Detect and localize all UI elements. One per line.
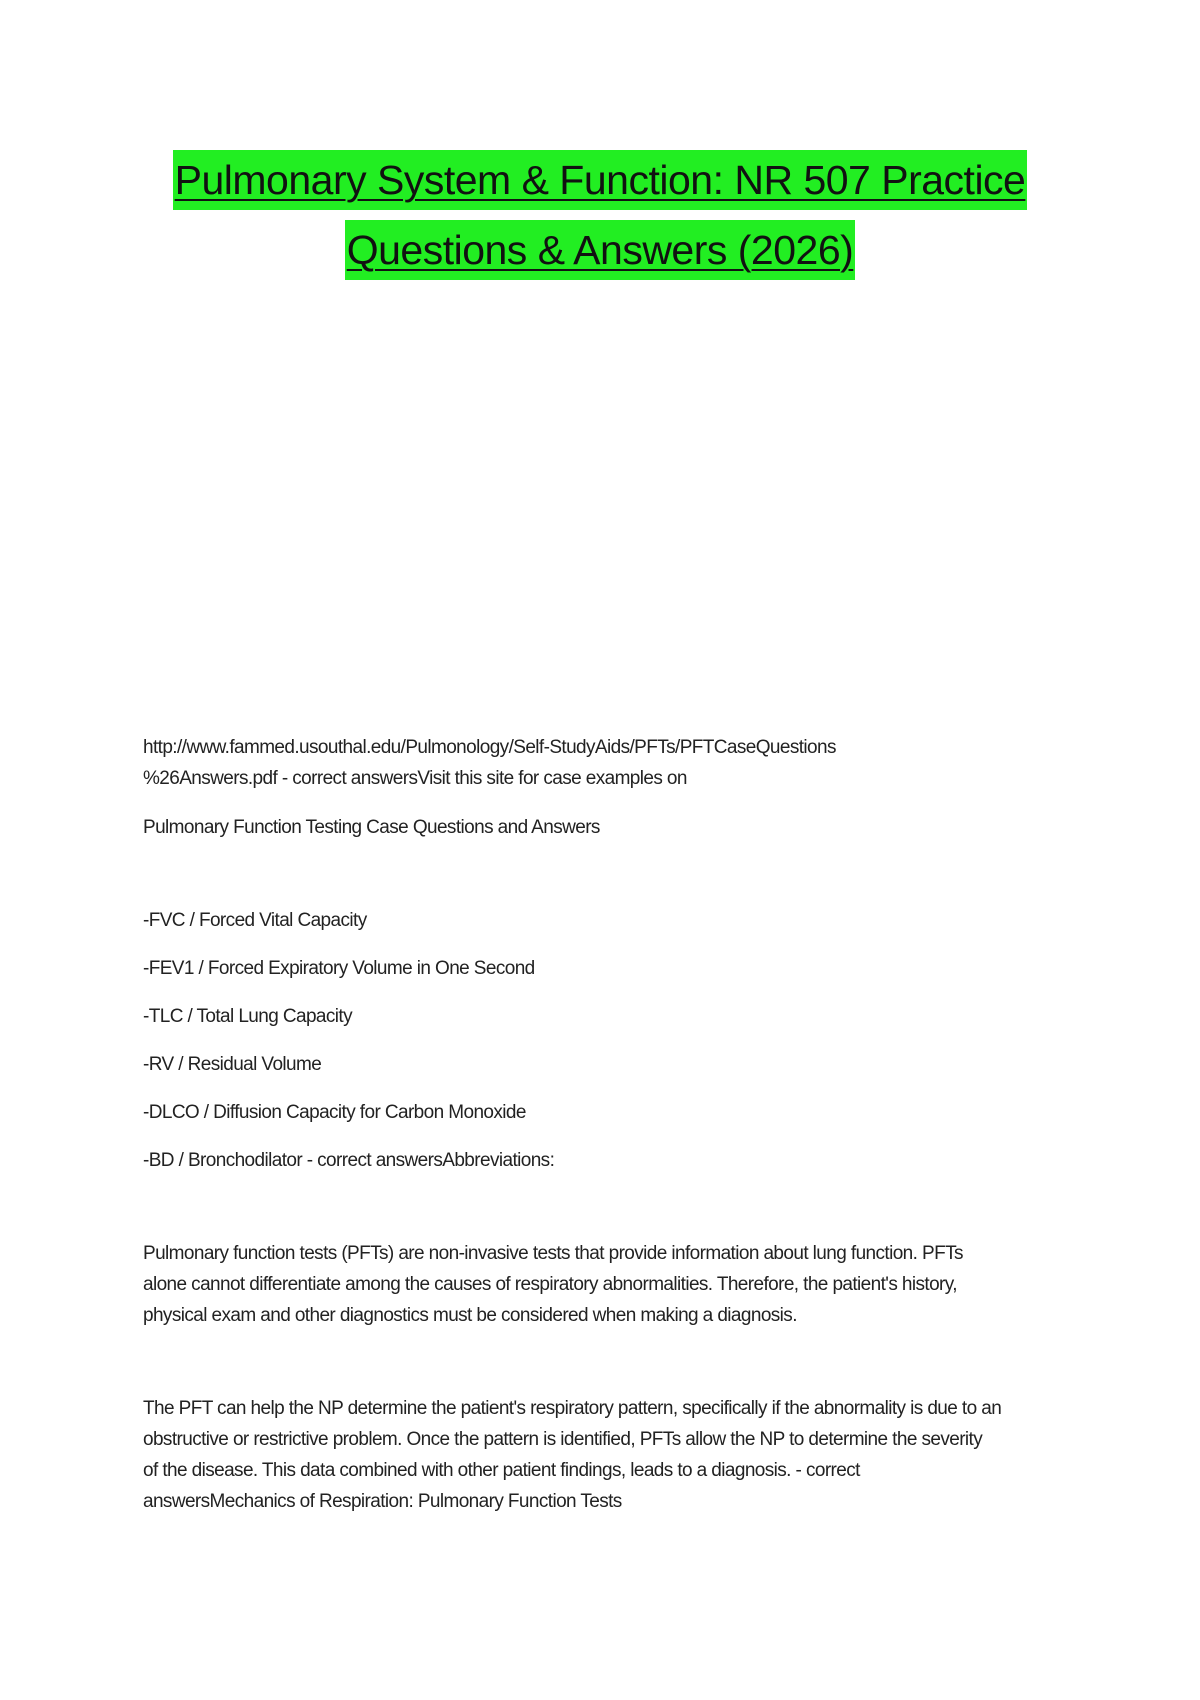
url-line: http://www.fammed.usouthal.edu/Pulmonology/Self-StudyAids/PFTs/PFTCaseQuestions	[143, 737, 836, 758]
document-body	[143, 732, 1073, 1517]
paragraph-line: answersMechanics of Respiration: Pulmonary Function Tests	[143, 1491, 622, 1512]
paragraph-line: Pulmonary function tests (PFTs) are non-invasive tests that provide information about lung function. PFTs	[143, 1243, 963, 1264]
abbreviation-item: -RV / Residual Volume	[143, 1054, 322, 1075]
abbreviation-item: -BD / Bronchodilator - correct answersAbbreviations:	[143, 1150, 555, 1171]
title-line-2: Questions & Answers (2026)	[345, 220, 856, 280]
intro-subtitle: Pulmonary Function Testing Case Questions and Answers	[143, 817, 600, 838]
paragraph-line: physical exam and other diagnostics must be considered when making a diagnosis.	[143, 1305, 797, 1326]
paragraph-line: obstructive or restrictive problem. Once the pattern is identified, PFTs allow the NP to determine the severity	[143, 1429, 983, 1450]
abbreviation-list	[143, 905, 1073, 1176]
abbreviation-item: -FEV1 / Forced Expiratory Volume in One Second	[143, 958, 535, 979]
paragraph-line: of the disease. This data combined with other patient findings, leads to a diagnosis. - correct	[143, 1460, 860, 1481]
pft-paragraph	[143, 1238, 1073, 1331]
paragraph-line: The PFT can help the NP determine the patient's respiratory pattern, specifically if the abnormality is due to an	[143, 1398, 1002, 1419]
title-line-1: Pulmonary System & Function: NR 507 Practice	[173, 150, 1028, 210]
document-title	[0, 150, 1200, 290]
url-continuation: %26Answers.pdf - correct answersVisit this site for case examples on	[143, 768, 687, 789]
intro-paragraph	[143, 732, 1073, 794]
paragraph-line: alone cannot differentiate among the causes of respiratory abnormalities. Therefore, the patient's history,	[143, 1274, 957, 1295]
pattern-paragraph	[143, 1393, 1073, 1517]
abbreviation-item: -TLC / Total Lung Capacity	[143, 1006, 352, 1027]
abbreviation-item: -DLCO / Diffusion Capacity for Carbon Monoxide	[143, 1102, 526, 1123]
abbreviation-item: -FVC / Forced Vital Capacity	[143, 910, 367, 931]
